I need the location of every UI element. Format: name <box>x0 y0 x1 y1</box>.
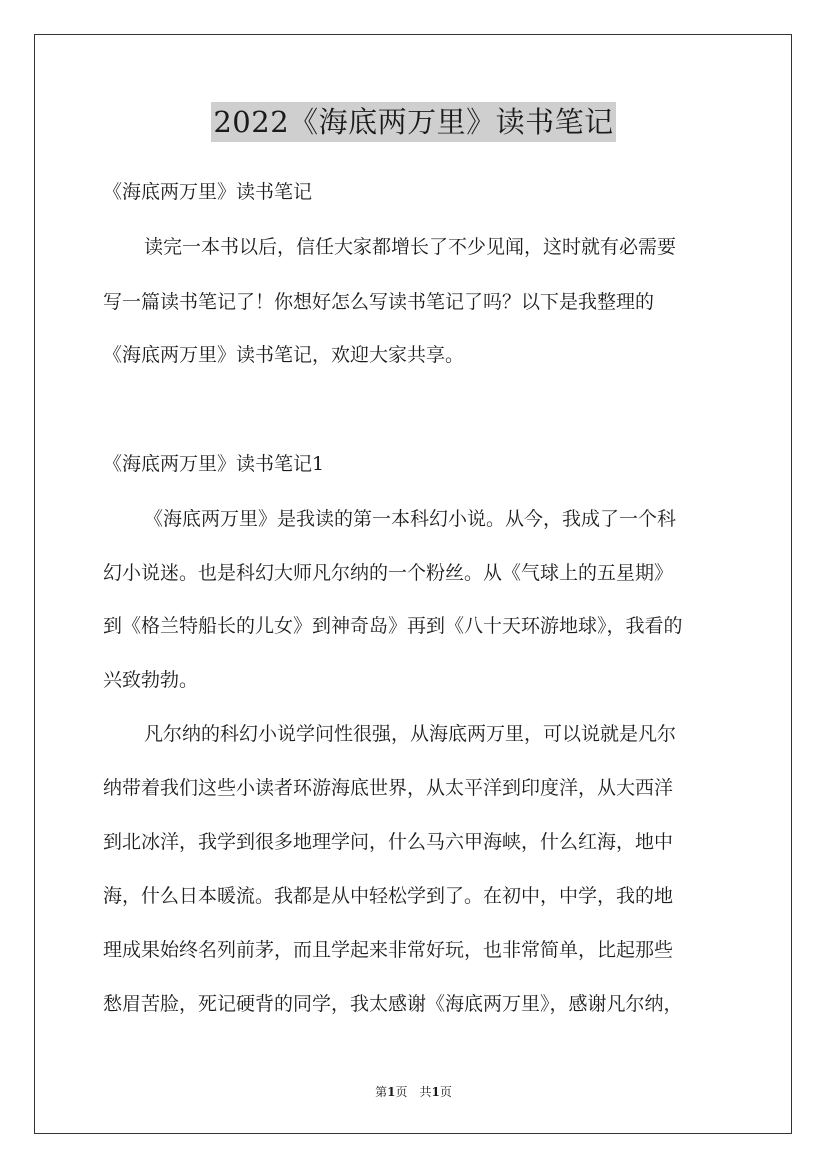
paragraph-line: 海，什么日本暖流。我都是从中轻松学到了。在初中，中学，我的地 <box>103 885 674 907</box>
paragraph-line: 《海底两万里》是我读的第一本科幻小说。从今，我成了一个科 <box>144 508 677 530</box>
paragraph-line: 理成果始终名列前茅，而且学起来非常好玩，也非常简单，比起那些 <box>103 939 674 961</box>
paragraph-line: 兴致勃勃。 <box>103 669 199 691</box>
footer-page-mid: 页 共 <box>395 1085 432 1099</box>
section-heading: 《海底两万里》读书笔记 <box>103 181 313 203</box>
paragraph-line: 幻小说迷。也是科幻大师凡尔纳的一个粉丝。从《气球上的五星期》 <box>103 562 674 584</box>
intro-line: 写一篇读书笔记了！你想好怎么写读书笔记了吗？以下是我整理的 <box>103 291 655 313</box>
footer-total-pages: 1 <box>431 1085 440 1099</box>
paragraph-line: 愁眉苦脸，死记硬背的同学，我太感谢《海底两万里》，感谢凡尔纳， <box>103 993 683 1015</box>
paragraph-line: 凡尔纳的科幻小说学问性很强，从海底两万里，可以说就是凡尔 <box>144 723 677 745</box>
title-block <box>0 102 827 142</box>
intro-line: 《海底两万里》读书笔记，欢迎大家共享。 <box>103 344 465 366</box>
paragraph-line: 到《格兰特船长的儿女》到神奇岛》再到《八十天环游地球》，我看的 <box>103 615 683 637</box>
footer-total-suffix: 页 <box>439 1085 452 1099</box>
section-heading: 《海底两万里》读书笔记1 <box>103 453 325 475</box>
document-title: 2022《海底两万里》读书笔记 <box>211 102 615 142</box>
footer-page-prefix: 第 <box>375 1085 388 1099</box>
paragraph-line: 到北冰洋，我学到很多地理学问，什么马六甲海峡，什么红海，地中 <box>103 831 674 853</box>
footer-page-number: 1 <box>387 1085 396 1099</box>
paragraph-line: 纳带着我们这些小读者环游海底世界，从太平洋到印度洋，从大西洋 <box>103 777 674 799</box>
page-footer <box>0 1084 827 1100</box>
intro-line: 读完一本书以后，信任大家都增长了不少见闻，这时就有必需要 <box>144 236 677 258</box>
